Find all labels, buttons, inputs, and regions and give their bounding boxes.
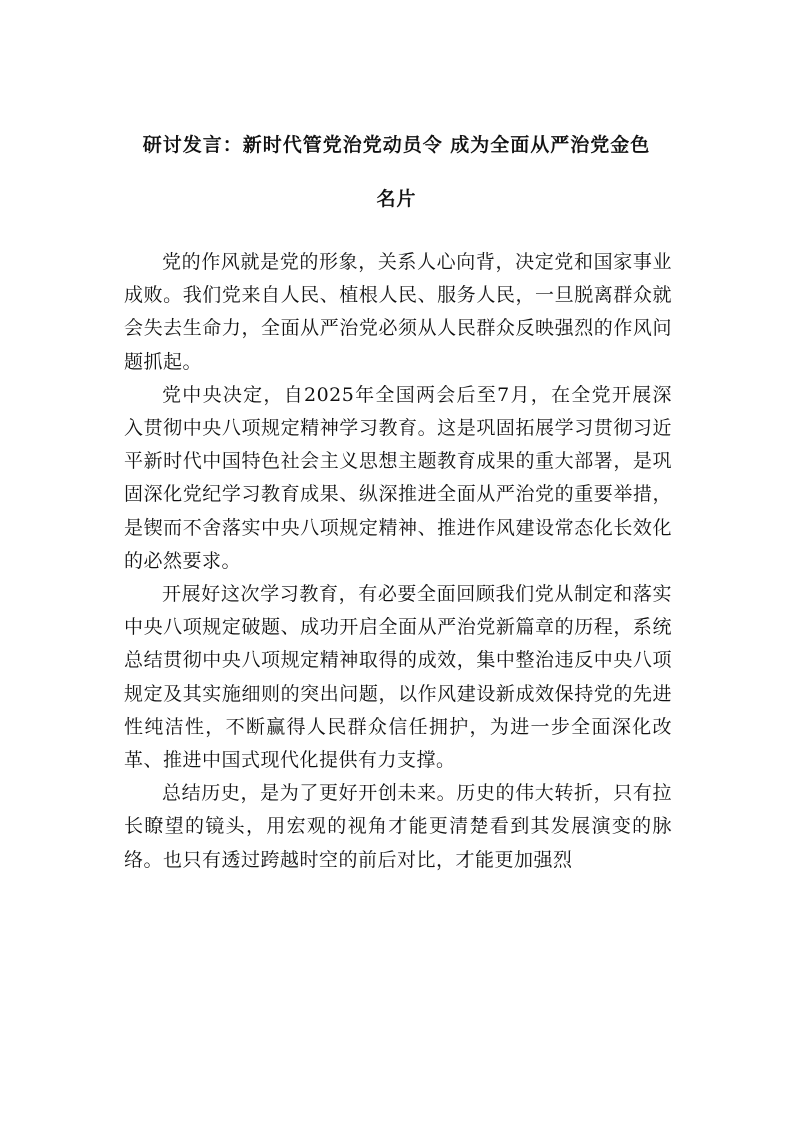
document-title-line-1: 研讨发言：新时代管党治党动员令 成为全面从严治党金色	[142, 134, 651, 156]
body-paragraph-4: 总结历史，是为了更好开创未来。历史的伟大转折，只有拉长瞭望的镜头，用宏观的视角才能更清楚看到其发展演变的脉络。也只有透过跨越时空的前后对比，才能更加强烈	[124, 782, 672, 871]
document-title-line-2: 名片	[376, 188, 417, 210]
body-paragraph-2: 党中央决定，自2025年全国两会后至7月，在全党开展深入贯彻中央八项规定精神学习教育。这是巩固拓展学习贯彻习近平新时代中国特色社会主义思想主题教育成果的重大部署，是巩固深化党纪学习教育成果、纵深推进全面从严治党的重要举措，是锲而不舍落实中央八项规定精神、推进作风建设常态化长效化的必然要求。	[124, 383, 672, 572]
document-body	[124, 246, 672, 877]
body-paragraph-1: 党的作风就是党的形象，关系人心向背，决定党和国家事业成败。我们党来自人民、植根人民、服务人民，一旦脱离群众就会失去生命力，全面从严治党必须从人民群众反映强烈的作风问题抓起。	[124, 251, 672, 373]
body-paragraph-3: 开展好这次学习教育，有必要全面回顾我们党从制定和落实中央八项规定破题、成功开启全面从严治党新篇章的历程，系统总结贯彻中央八项规定精神取得的成效，集中整治违反中央八项规定及其实施细则的突出问题，以作风建设新成效保持党的先进性纯洁性，不断赢得人民群众信任拥护，为进一步全面深化改革、推进中国式现代化提供有力支撑。	[124, 583, 672, 772]
